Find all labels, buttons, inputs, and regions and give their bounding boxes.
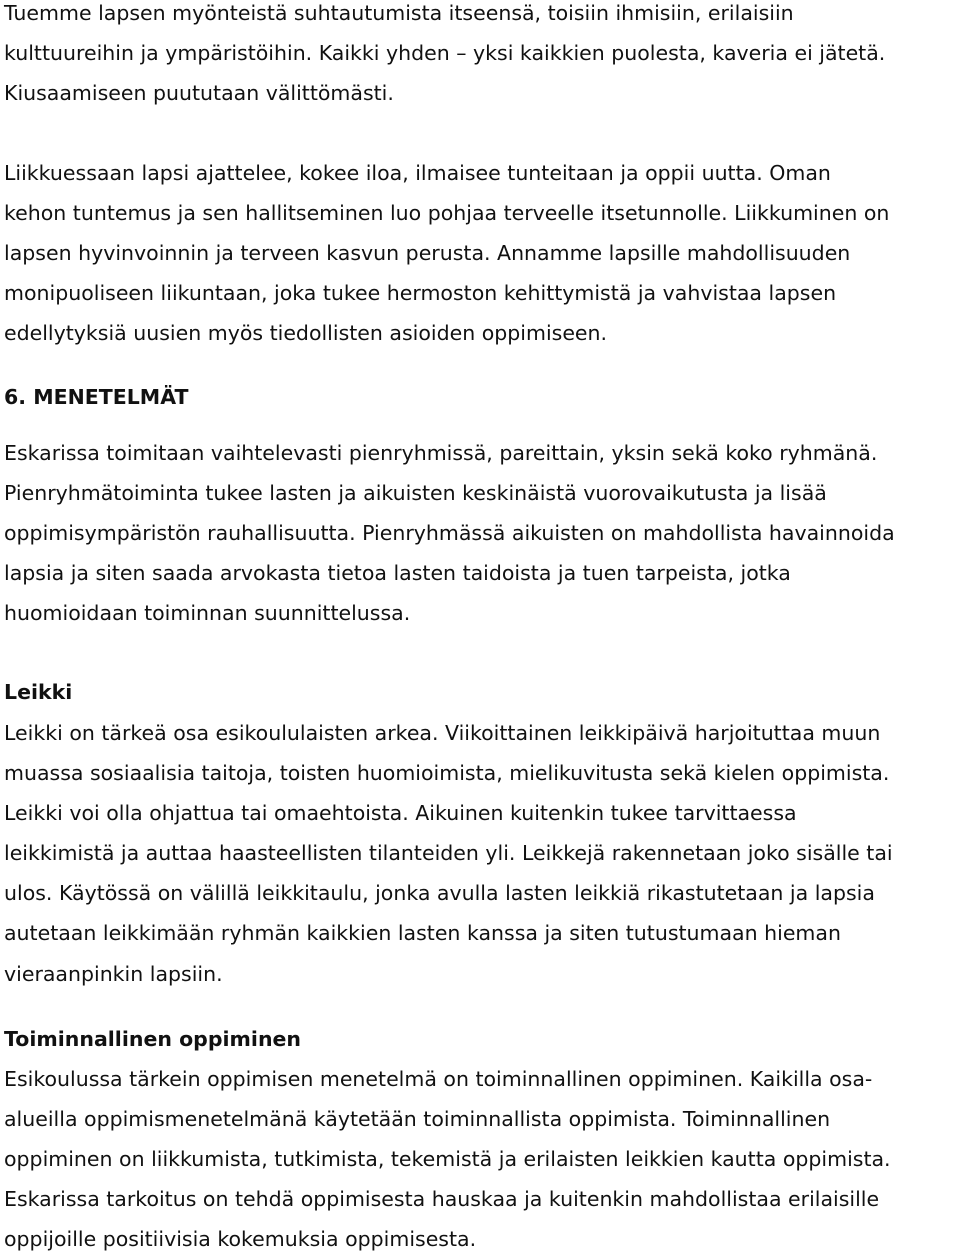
text-line: huomioidaan toiminnan suunnittelussa. (4, 601, 411, 626)
text-line: kehon tuntemus ja sen hallitseminen luo pohjaa terveelle itsetunnolle. Liikkuminen on (4, 201, 890, 226)
text-line: kulttuureihin ja ympäristöihin. Kaikki yhden – yksi kaikkien puolesta, kaveria ei jätetä. (4, 41, 886, 66)
text-line: oppimisympäristön rauhallisuutta. Pienryhmässä aikuisten on mahdollista havainnoida (4, 521, 895, 546)
text-line: Eskarissa tarkoitus on tehdä oppimisesta hauskaa ja kuitenkin mahdollistaa erilaisille (4, 1187, 880, 1212)
text-line: Liikkuessaan lapsi ajattelee, kokee iloa, ilmaisee tunteitaan ja oppii uutta. Oman (4, 161, 831, 185)
section-heading-methods: 6. MENETELMÄT (4, 385, 189, 409)
text-line: edellytyksiä uusien myös tiedollisten asioiden oppimiseen. (4, 321, 608, 346)
text-line: leikkimistä ja auttaa haasteellisten tilanteiden yli. Leikkejä rakennetaan joko sisälle tai (4, 841, 893, 866)
paragraph-small-groups (4, 433, 895, 633)
text-line: Leikki voi olla ohjattua tai omaehtoista. Aikuinen kuitenkin tukee tarvittaessa (4, 801, 797, 826)
paragraph-movement (4, 153, 889, 353)
text-line: lapsia ja siten saada arvokasta tietoa lasten taidoista ja tuen tarpeista, jotka (4, 561, 791, 586)
text-line: ulos. Käytössä on välillä leikkitaulu, jonka avulla lasten leikkiä rikastutetaan ja lapsia (4, 881, 875, 906)
text-line: Leikki on tärkeä osa esikoululaisten arkea. Viikoittainen leikkipäivä harjoituttaa muun (4, 721, 881, 745)
text-line: Tuemme lapsen myönteistä suhtautumista itseensä, toisiin ihmisiin, erilaisiin (4, 1, 794, 25)
text-line: autetaan leikkimään ryhmän kaikkien lasten kanssa ja siten tutustumaan hieman (4, 921, 841, 946)
text-line: muassa sosiaalisia taitoja, toisten huomioimista, mielikuvitusta sekä kielen oppimista. (4, 761, 890, 786)
paragraph-play (4, 713, 893, 994)
paragraph-functional-learning (4, 1059, 891, 1259)
text-line: Eskarissa toimitaan vaihtelevasti pienryhmissä, pareittain, yksin sekä koko ryhmänä. (4, 441, 878, 465)
text-line: oppijoille positiivisia kokemuksia oppimisesta. (4, 1227, 477, 1252)
text-line: monipuoliseen liikuntaan, joka tukee hermoston kehittymistä ja vahvistaa lapsen (4, 281, 837, 306)
subheading-play: Leikki (4, 680, 73, 704)
subheading-functional-learning: Toiminnallinen oppiminen (4, 1027, 302, 1051)
text-line: alueilla oppimismenetelmänä käytetään toiminnallista oppimista. Toiminnallinen (4, 1107, 831, 1132)
paragraph-values-intro (4, 0, 885, 113)
text-line: oppiminen on liikkumista, tutkimista, tekemistä ja erilaisten leikkien kautta oppimista. (4, 1147, 891, 1172)
text-line: Esikoulussa tärkein oppimisen menetelmä on toiminnallinen oppiminen. Kaikilla osa- (4, 1067, 873, 1091)
text-line: Pienryhmätoiminta tukee lasten ja aikuisten keskinäistä vuorovaikutusta ja lisää (4, 481, 827, 506)
text-line: vieraanpinkin lapsiin. (4, 961, 223, 986)
text-line: lapsen hyvinvoinnin ja terveen kasvun perusta. Annamme lapsille mahdollisuuden (4, 241, 851, 266)
text-line: Kiusaamiseen puututaan välittömästi. (4, 81, 394, 106)
